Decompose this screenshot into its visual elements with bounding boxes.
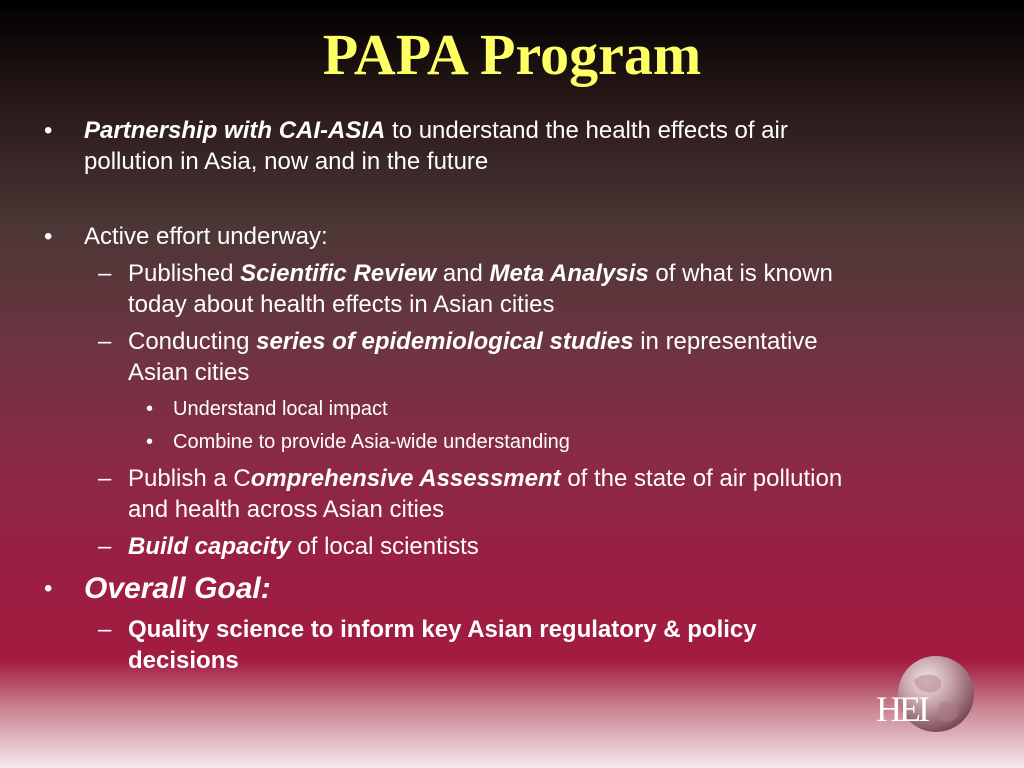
bullet-text bbox=[84, 115, 788, 147]
sub-bullet-text-line2: today about health effects in Asian cities bbox=[128, 291, 555, 318]
goal-text: Quality science to inform key Asian regulatory & policy bbox=[128, 616, 757, 643]
sub-bullet-publish-continued bbox=[128, 494, 444, 525]
sub-bullet-published-continued bbox=[128, 289, 555, 320]
plain-text: of local scientists bbox=[290, 533, 479, 560]
subsub-bullet-local-impact bbox=[146, 395, 388, 423]
sub-bullet-text-line2: and health across Asian cities bbox=[128, 496, 445, 523]
sub-bullet-conducting bbox=[98, 326, 818, 357]
plain-text: Published bbox=[128, 260, 241, 287]
goal-text-line2: decisions bbox=[128, 647, 239, 674]
subsub-bullet-text: Combine to provide Asia-wide understanding bbox=[173, 431, 570, 453]
dash-marker: – bbox=[98, 465, 112, 492]
sub-bullet-goal bbox=[98, 614, 757, 645]
plain-text: of what is known bbox=[648, 260, 833, 287]
emphasis-text: Build capacity bbox=[128, 533, 291, 560]
bullet-marker: • bbox=[146, 431, 154, 453]
dash-marker: – bbox=[98, 260, 112, 287]
emphasis-text: Partnership with CAI-ASIA bbox=[84, 117, 386, 144]
bullet-marker: • bbox=[44, 575, 53, 602]
sub-bullet-text bbox=[128, 326, 818, 357]
emphasis-text: Scientific Review bbox=[240, 260, 437, 287]
dash-marker: – bbox=[98, 328, 112, 355]
subsub-bullet-asia-wide bbox=[146, 428, 570, 456]
plain-text: of the state of air pollution bbox=[560, 465, 843, 492]
bullet-overall-goal bbox=[44, 572, 271, 606]
sub-bullet-text bbox=[128, 531, 479, 562]
bullet-marker: • bbox=[146, 398, 154, 420]
emphasis-text: omprehensive Assessment bbox=[250, 465, 561, 492]
emphasis-text: Meta Analysis bbox=[489, 260, 649, 287]
bullet-marker: • bbox=[44, 117, 53, 144]
plain-text: to understand the health effects of air bbox=[385, 117, 788, 144]
bullet-partnership-continued bbox=[84, 146, 488, 178]
emphasis-text: series of epidemiological studies bbox=[256, 328, 634, 355]
sub-bullet-text bbox=[128, 258, 833, 289]
sub-bullet-publish bbox=[98, 463, 842, 494]
plain-text: Publish a C bbox=[128, 465, 251, 492]
bullet-active-effort bbox=[44, 221, 328, 253]
dash-marker: – bbox=[98, 533, 112, 560]
sub-bullet-goal-continued bbox=[128, 645, 239, 676]
sub-bullet-text-line2: Asian cities bbox=[128, 359, 250, 386]
bullet-partnership bbox=[44, 115, 788, 147]
sub-bullet-published bbox=[98, 258, 833, 289]
bullet-text-line2: pollution in Asia, now and in the future bbox=[84, 148, 489, 175]
sub-bullet-text bbox=[128, 463, 842, 494]
hei-logo-text: HEI bbox=[876, 689, 927, 729]
dash-marker: – bbox=[98, 616, 112, 643]
goal-heading: Overall Goal: bbox=[84, 572, 271, 605]
plain-text: and bbox=[436, 260, 490, 287]
plain-text: in representative bbox=[633, 328, 818, 355]
sub-bullet-build-capacity bbox=[98, 531, 479, 562]
subsub-bullet-text: Understand local impact bbox=[173, 398, 388, 420]
bullet-text: Active effort underway: bbox=[84, 223, 328, 250]
sub-bullet-conducting-continued bbox=[128, 357, 249, 388]
bullet-marker: • bbox=[44, 223, 53, 250]
slide-title: PAPA Program bbox=[322, 22, 702, 87]
hei-logo bbox=[870, 652, 980, 742]
plain-text: Conducting bbox=[128, 328, 257, 355]
